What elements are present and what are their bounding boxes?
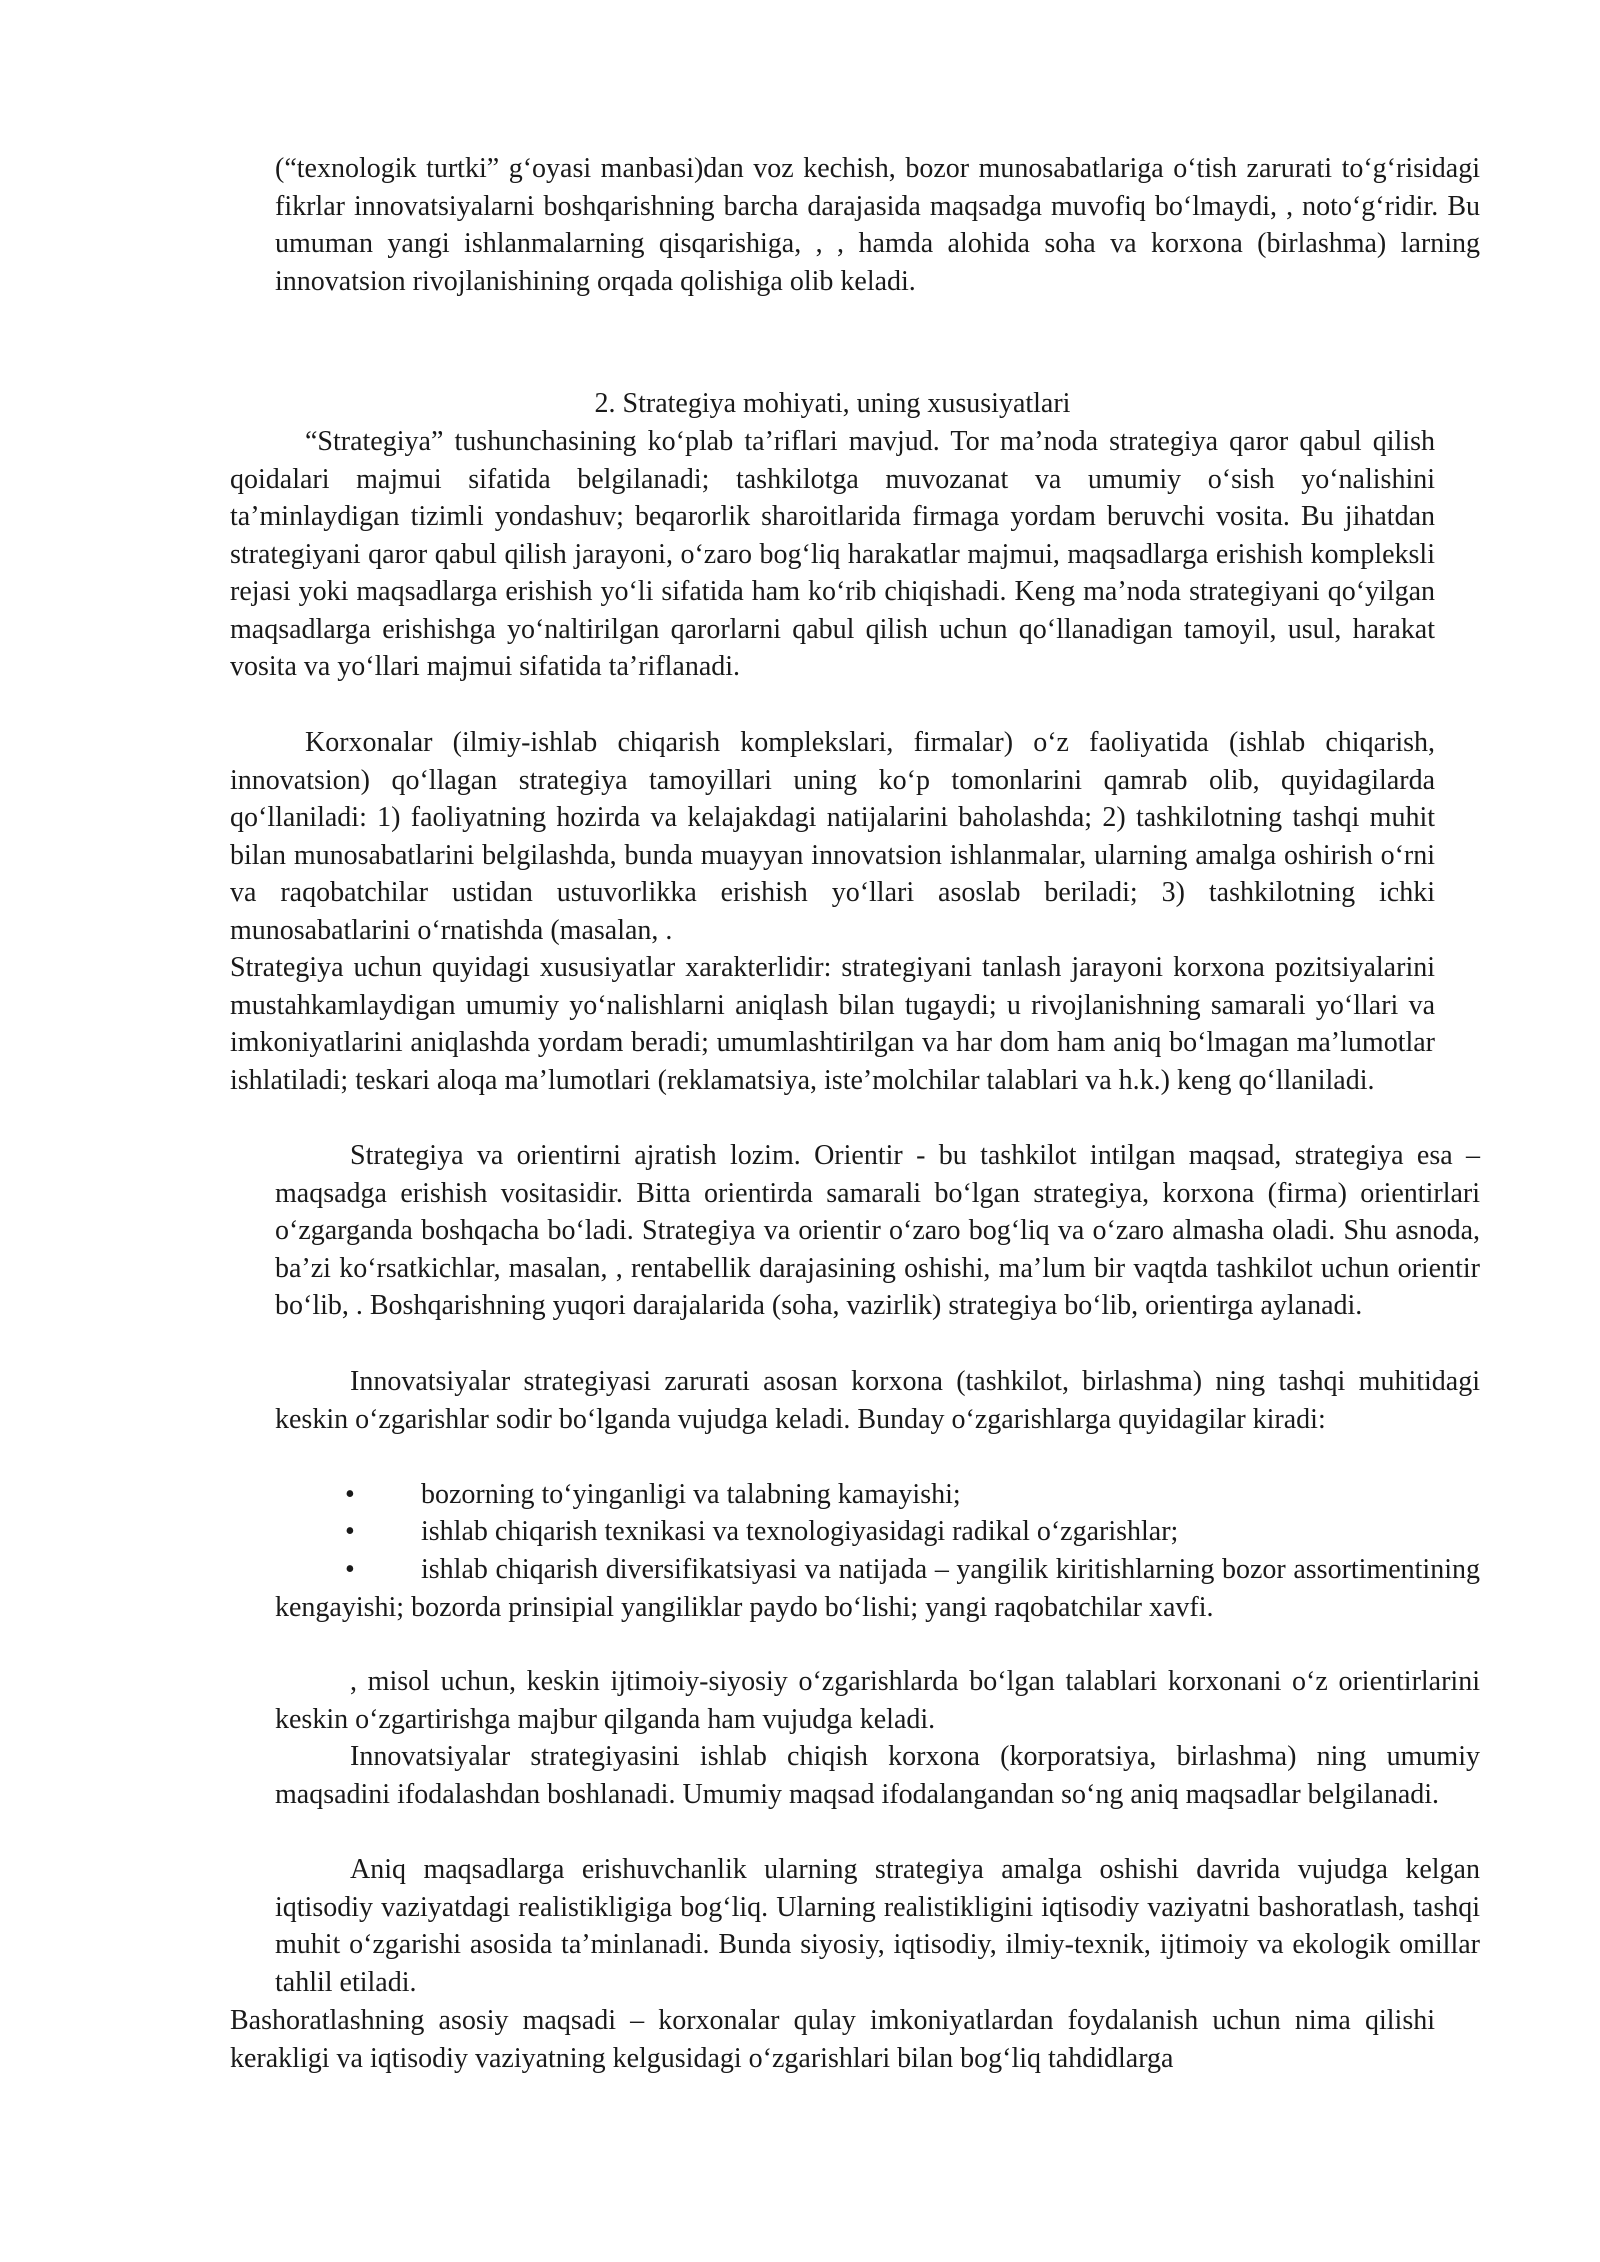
bullet-item-3: [275, 1551, 1480, 1626]
bullet-text-1: bozorning to‘yinganligi va talabning kamayishi;: [421, 1479, 961, 1510]
paragraph-strategy-development: Innovatsiyalar strategiyasini ishlab chiqish korxona (korporatsiya, birlashma) ning umumiy maqsadini ifodalashdan boshlanadi. Umumiy maqsad ifodalangandan so‘ng aniq maqsadlar belgilanadi.: [275, 1741, 1480, 1810]
bullet-text-3: ishlab chiqarish diversifikatsiyasi va natijada – yangilik kiritishlarning bozor assortimentining kengayishi; bozorda prinsipial yangiliklar paydo bo‘lishi; yangi raqobatchilar xavfi.: [275, 1554, 1480, 1623]
paragraph-intro: (“texnologik turtki” g‘oyasi manbasi)dan voz kechish, bozor munosabatlariga o‘tish zarurati to‘g‘risidagi fikrlar innovatsiyalarni boshqarishning barcha darajasida maqsadga muvofiq bo‘lmaydi, , noto‘g‘ridir. Bu umuman yangi ishlanmalarning qisqarishiga, , , hamda alohida soha va korxona (birlashma) larning innovatsion rivojlanishining orqada qolishiga olib keladi.: [275, 153, 1480, 297]
bullet-icon: •: [345, 1479, 355, 1510]
bullet-icon: •: [345, 1554, 355, 1585]
paragraph-social-political: , misol uchun, keskin ijtimoiy-siyosiy o‘zgarishlarda bo‘lgan talablari korxonani o‘z orientirlarini keskin o‘zgartirishga majbur qilganda ham vujudga keladi.: [275, 1666, 1480, 1735]
paragraph-enterprise-principles: Korxonalar (ilmiy-ishlab chiqarish komplekslari, firmalar) o‘z faoliyatida (ishlab chiqarish, innovatsion) qo‘llagan strategiya tamoyillari uning ko‘p tomonlarini qamrab olib, quyidagilarda qo‘llaniladi: 1) faoliyatning hozirda va kelajakdagi natijalarini baholashda; 2) tashkilotning tashqi muhit bilan munosabatlarini belgilashda, bunda muayyan innovatsion ishlanmalar, ularning amalga oshirish o‘rni va raqobatchilar ustidan ustuvorlikka erishish yo‘llari asoslab beriladi; 3) tashkilotning ichki munosabatlarini o‘rnatishda (masalan, .: [230, 727, 1435, 946]
bullet-item-2: [345, 1513, 1480, 1551]
paragraph-forecasting: Bashoratlashning asosiy maqsadi – korxonalar qulay imkoniyatlardan foydalanish uchun nima qilishi kerakligi va iqtisodiy vaziyatning kelgusidagi o‘zgarishlari bilan bog‘liq tahdidlarga: [230, 2005, 1435, 2074]
paragraph-innovation-need: Innovatsiyalar strategiyasi zarurati asosan korxona (tashkilot, birlashma) ning tashqi muhitidagi keskin o‘zgarishlar sodir bo‘lganda vujudga keladi. Bunday o‘zgarishlarga quyidagilar kiradi:: [275, 1366, 1480, 1435]
paragraph-strategy-features: Strategiya uchun quyidagi xususiyatlar xarakterlidir: strategiyani tanlash jarayoni korxona pozitsiyalarini mustahkamlaydigan umumiy yo‘nalishlarni aniqlash bilan tugaydi; u rivojlanishning samarali yo‘llari va imkoniyatlarini aniqlashda yordam beradi; umumlashtirilgan va har dom ham aniq bo‘lmagan ma’lumotlar ishlatiladi; teskari aloqa ma’lumotlari (reklamatsiya, iste’molchilar talablari va h.k.) keng qo‘llaniladi.: [230, 952, 1435, 1096]
section-heading: 2. Strategiya mohiyati, uning xususiyatlari: [594, 388, 1071, 419]
paragraph-goal-realism: Aniq maqsadlarga erishuvchanlik ularning strategiya amalga oshishi davrida vujudga kelgan iqtisodiy vaziyatdagi realistikligiga bog‘liq. Ularning realistikligini iqtisodiy vaziyatni bashoratlash, tashqi muhit o‘zgarishi asosida ta’minlanadi. Bunda siyosiy, iqtisodiy, ilmiy-texnik, ijtimoiy va ekologik omillar tahlil etiladi.: [275, 1854, 1480, 1998]
bullet-item-1: [345, 1476, 1480, 1514]
paragraph-orientir: Strategiya va orientirni ajratish lozim. Orientir - bu tashkilot intilgan maqsad, strategiya esa – maqsadga erishish vositasidir. Bitta orientirda samarali bo‘lgan strategiya, korxona (firma) orientirlari o‘zgarganda boshqacha bo‘ladi. Strategiya va orientir o‘zaro bog‘liq va o‘zaro almasha oladi. Shu asnoda, ba’zi ko‘rsatkichlar, masalan, , rentabellik darajasining oshishi, ma’lum bir vaqtda tashkilot uchun orientir bo‘lib, . Boshqarishning yuqori darajalarida (soha, vazirlik) strategiya bo‘lib, orientirga aylanadi.: [275, 1140, 1480, 1321]
bullet-text-2: ishlab chiqarish texnikasi va texnologiyasidagi radikal o‘zgarishlar;: [421, 1516, 1179, 1547]
paragraph-strategy-definition: “Strategiya” tushunchasining ko‘plab ta’riflari mavjud. Tor ma’noda strategiya qaror qabul qilish qoidalari majmui sifatida belgilanadi; tashkilotga muvozanat va umumiy o‘sish yo‘nalishini ta’minlaydigan tizimli yondashuv; beqarorlik sharoitlarida firmaga yordam beruvchi vosita. Bu jihatdan strategiyani qaror qabul qilish jarayoni, o‘zaro bog‘liq harakatlar majmui, maqsadlarga erishish kompleksli rejasi yoki maqsadlarga erishish yo‘li sifatida ham ko‘rib chiqishadi. Keng ma’noda strategiyani qo‘yilgan maqsadlarga erishishga yo‘naltirilgan qarorlarni qabul qilish uchun qo‘llanadigan tamoyil, usul, harakat vosita va yo‘llari majmui sifatida ta’riflanadi.: [230, 426, 1435, 682]
bullet-icon: •: [345, 1516, 355, 1547]
